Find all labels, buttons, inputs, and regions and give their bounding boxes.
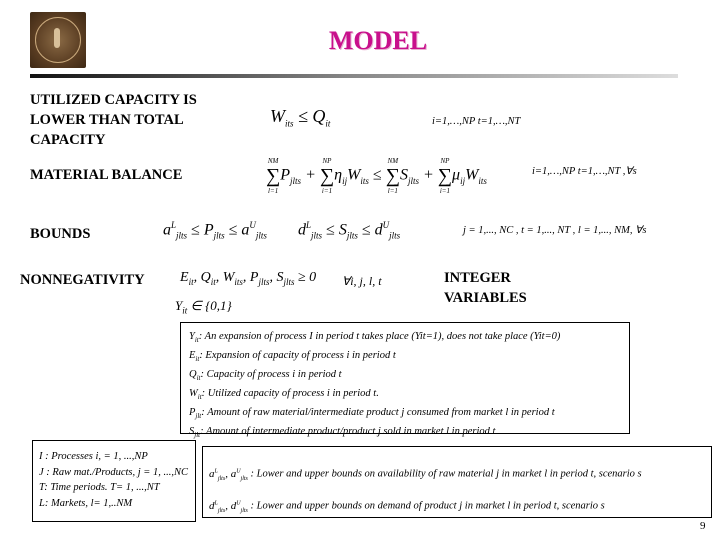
bounds-label: BOUNDS	[30, 226, 91, 242]
integer-equation: $Y_{it}$ ∈ {0,1}	[175, 298, 232, 316]
index-sets-box	[32, 440, 196, 522]
material-balance-label: MATERIAL BALANCE	[30, 167, 183, 183]
index-item: L: Markets, l= 1,..NM	[39, 497, 133, 509]
index-item: J : Raw mat./Products, j = 1, ...,NC	[39, 466, 189, 478]
definition-item: $E_{it}$: Expansion of capacity of process i in period t	[189, 350, 396, 364]
label-line: CAPACITY	[30, 132, 106, 148]
capacity-equation: $W_{its} \le Q_{it}$	[270, 106, 331, 129]
page-number: 9	[700, 520, 706, 532]
demand-bounds-equation: $d^L_{jlts} \le S_{jlts} \le d^U_{jlts}$	[298, 220, 401, 241]
label-line: UTILIZED CAPACITY IS	[30, 92, 197, 108]
bound-definition-item: $a^L_{jlts}$, $a^U_{jlts}$ : Lower and upper bounds on availability of raw material j in market l in period t, scenario s	[209, 467, 642, 482]
nonnegativity-condition: ∀i, j, l, t	[342, 274, 382, 288]
nonnegativity-equation: $E_{it}$, $Q_{it}$, $W_{its}$, $P_{jlts}$, $S_{jlts} \ge 0$	[180, 270, 317, 287]
title-divider	[30, 74, 678, 78]
capacity-label	[30, 90, 197, 150]
index-item: T: Time periods. T= 1, ...,NT	[39, 482, 160, 493]
slide-title: MODEL	[328, 26, 428, 55]
definition-item: $S_{jlt}$: Amount of intermediate product/product j sold in market l in period t	[189, 426, 496, 440]
capacity-condition: i=1,…,NP t=1,…,NT	[432, 116, 521, 127]
definition-item: $Q_{it}$: Capacity of process i in period t	[189, 369, 342, 383]
material-balance-condition: i=1,…,NP t=1,…,NT ,∀s	[532, 166, 637, 177]
label-line: VARIABLES	[444, 290, 527, 306]
label-line: INTEGER	[444, 270, 511, 286]
variable-definitions-box	[180, 322, 630, 440]
index-item: I : Processes i, = 1, ...,NP	[39, 451, 148, 462]
nonnegativity-label: NONNEGATIVITY	[20, 272, 145, 288]
bound-definition-item: $d^L_{jlts}$, $d^U_{jlts}$ : Lower and upper bounds on demand of product j in market l in period t, scenario s	[209, 499, 605, 514]
label-line: LOWER THAN TOTAL	[30, 112, 184, 128]
definition-item: $W_{it}$: Utilized capacity of process i in period t.	[189, 388, 379, 402]
bounds-definitions-box	[202, 446, 712, 518]
material-balance-equation: NM ∑ l=1 $P_{jlts}$ + NP ∑ i=1 $\eta_{ij}W_{its}$ ≤ NM ∑ l=1 $S_{jlts}$ + NP ∑ i=1 $\mu_{ij}W_{its}$	[266, 157, 487, 195]
availability-bounds-equation: $a^L_{jlts} \le P_{jlts} \le a^U_{jlts}$	[163, 220, 267, 241]
bounds-condition: j = 1,..., NC , t = 1,..., NT , l = 1,..., NM, ∀s	[463, 225, 647, 236]
integer-variables-label	[444, 268, 527, 308]
definition-item: $P_{jlt}$: Amount of raw material/intermediate product j consumed from market l in period t	[189, 407, 555, 421]
definition-item: $Y_{it}$: An expansion of process I in period t takes place (Yit=1), does not take place (Yit=0)	[189, 331, 561, 345]
